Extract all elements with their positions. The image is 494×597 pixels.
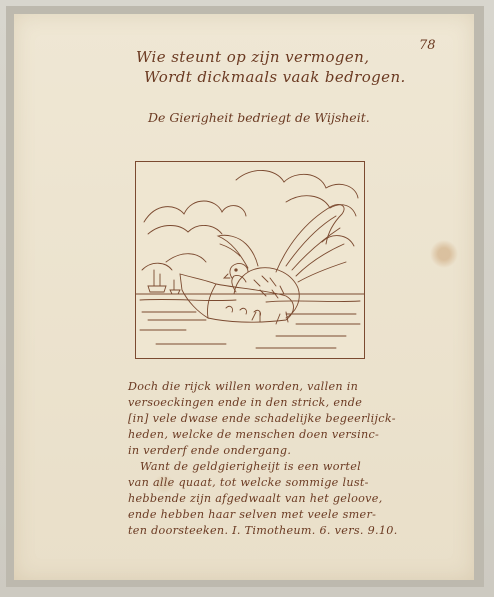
verse-line-10: ten doorsteeken. I. Timotheum. 6. vers. 9.10.: [128, 524, 398, 537]
eagle-drawing: [136, 162, 364, 358]
verse-line-7: van alle quaat, tot welcke sommige lust-: [128, 476, 369, 489]
verse-line-5: in verderf ende ondergang.: [128, 444, 292, 457]
verse-line-3: [in] vele dwase ende schadelijke begeerlijck-: [128, 412, 396, 425]
verse-line-1: Doch die rijck willen worden, vallen in: [128, 380, 359, 393]
verse-line-9: ende hebben haar selven met veele smer-: [128, 508, 377, 521]
eagle-illustration: [135, 161, 365, 359]
verse-line-4: heden, welcke de menschen doen versinc-: [128, 428, 380, 441]
motto-line-1: Wie steunt op zijn vermogen,: [136, 48, 370, 66]
motto-line-2: Wordt dickmaals vaak bedrogen.: [144, 68, 406, 86]
subtitle: De Gierigheit bedriegt de Wijsheit.: [148, 110, 370, 125]
page-number: 78: [419, 38, 436, 53]
manuscript-page: [14, 14, 474, 580]
verse-line-8: hebbende zijn afgedwaalt van het geloove,: [128, 492, 383, 505]
verse-line-6: Want de geldgierigheijt is een wortel: [140, 460, 362, 473]
verse-line-2: versoeckingen ende in den strick, ende: [128, 396, 363, 409]
